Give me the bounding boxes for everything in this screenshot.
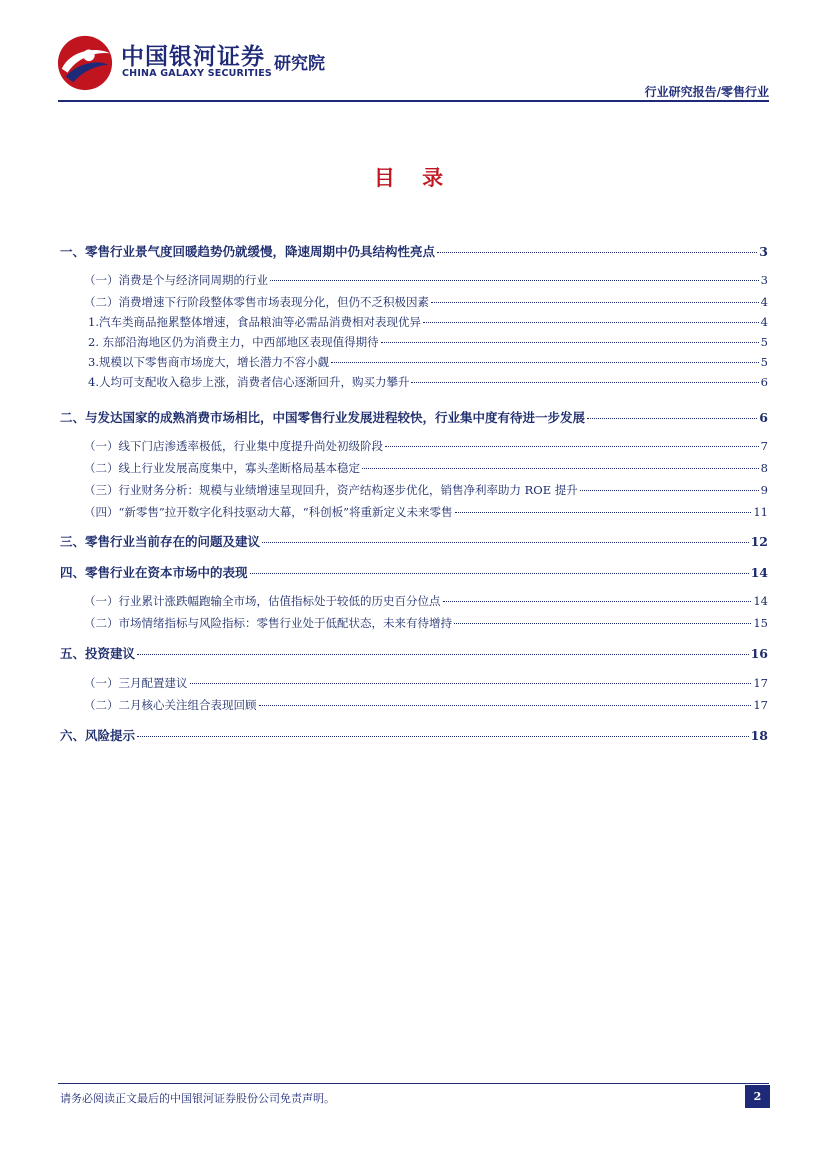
toc-entry-page: 4 [760,295,768,309]
toc-entry[interactable] [60,409,768,427]
toc-entry-text: （四）“新零售”拉开数字化科技驱动大幕，“科创板”将重新定义未来零售 [84,505,453,519]
toc-entry-text: （三）行业财务分析：规模与业绩增速呈现回升，资产结构逐步优化，销售净利率助力 ROE 提升 [84,483,578,497]
toc-dot-leader [362,468,759,469]
toc-entry-page: 14 [750,565,768,580]
toc-entry-text: （一）行业累计涨跌幅跑输全市场，估值指标处于较低的历史百分位点 [84,594,441,608]
toc-entry-page: 14 [753,594,768,608]
toc-entry-text: 3.规模以下零售商市场庞大，增长潜力不容小觑 [88,355,329,369]
toc-entry-page: 16 [750,646,768,661]
toc-entry-page: 18 [750,728,768,743]
toc-entry-page: 6 [760,375,768,389]
toc-dot-leader [270,280,759,281]
toc-entry-text: 一、零售行业景气度回暖趋势仍就缓慢，降速周期中仍具结构性亮点 [60,244,436,259]
toc-entry-text: 4.人均可支配收入稳步上涨，消费者信心逐渐回升，购买力攀升 [88,375,410,389]
toc-entry[interactable] [88,313,768,331]
toc-dot-leader [411,382,758,383]
toc-entry[interactable] [84,459,768,477]
toc-entry-text: （二）市场情绪指标与风险指标：零售行业处于低配状态，未来有待增持 [84,616,452,630]
toc-entry-page: 9 [760,483,768,497]
toc-entry-page: 5 [760,335,768,349]
toc-entry-text: （二）二月核心关注组合表现回顾 [84,698,257,712]
toc-dot-leader [385,446,759,447]
toc-entry[interactable] [60,645,768,663]
toc-entry[interactable] [84,271,768,289]
toc-entry-text: 六、风险提示 [60,728,136,743]
toc-entry-page: 8 [760,461,768,475]
toc-entry[interactable] [84,674,768,692]
toc-entry[interactable] [88,333,768,351]
toc-entry-page: 12 [750,534,768,549]
toc-entry-page: 15 [753,616,768,630]
footer-disclaimer: 请务必阅读正文最后的中国银河证券股份公司免责声明。 [60,1092,335,1105]
toc-dot-leader [250,573,749,574]
toc-dot-leader [443,601,752,602]
toc-entry-text: 四、零售行业在资本市场中的表现 [60,565,248,580]
toc-entry-text: （一）三月配置建议 [84,676,188,690]
toc-entry-text: （一）线下门店渗透率极低，行业集中度提升尚处初级阶段 [84,439,383,453]
toc-entry[interactable] [84,503,768,521]
toc-entry[interactable] [84,293,768,311]
footer-divider [58,1083,769,1084]
toc-entry-page: 11 [753,505,768,519]
institute-label: 研究院 [274,54,325,74]
toc-entry[interactable] [60,564,768,582]
toc-title: 目 录 [373,165,454,190]
report-type-label: 行业研究报告/零售行业 [644,85,769,99]
toc-dot-leader [587,418,757,419]
toc-entry-text: （一）消费是个与经济同周期的行业 [84,273,268,287]
toc-entry-page: 5 [760,355,768,369]
toc-dot-leader [381,342,759,343]
brand-name-cn: 中国银河证券 [121,44,265,70]
toc-dot-leader [580,490,759,491]
toc-dot-leader [423,322,759,323]
china-galaxy-logo-icon [56,34,114,92]
toc-entry-page: 7 [760,439,768,453]
toc-entry-page: 3 [759,244,768,259]
toc-entry-text: 1.汽车类商品拖累整体增速，食品粮油等必需品消费相对表现优异 [88,315,421,329]
toc-entry[interactable] [60,243,768,261]
toc-dot-leader [137,654,749,655]
toc-entry-page: 4 [760,315,768,329]
toc-entry[interactable] [60,727,768,745]
toc-dot-leader [454,623,751,624]
brand-name-en: CHINA GALAXY SECURITIES [122,68,272,79]
toc-dot-leader [190,683,752,684]
toc-entry[interactable] [60,533,768,551]
header-divider [58,100,769,102]
toc-dot-leader [137,736,749,737]
toc-entry-page: 17 [753,698,768,712]
toc-entry[interactable] [88,353,768,371]
toc-entry[interactable] [84,696,768,714]
toc-entry-page: 6 [759,410,768,425]
toc-dot-leader [259,705,752,706]
toc-entry-text: （二）消费增速下行阶段整体零售市场表现分化，但仍不乏积极因素 [84,295,429,309]
toc-dot-leader [455,512,752,513]
toc-entry[interactable] [88,373,768,391]
toc-entry-text: 2. 东部沿海地区仍为消费主力，中西部地区表现值得期待 [88,335,379,349]
toc-dot-leader [331,362,759,363]
toc-entry[interactable] [84,592,768,610]
toc-entry[interactable] [84,614,768,632]
toc-dot-leader [262,542,749,543]
toc-entry-text: 二、与发达国家的成熟消费市场相比，中国零售行业发展进程较快，行业集中度有待进一步发展 [60,410,586,425]
toc-entry-page: 3 [760,273,768,287]
toc-entry[interactable] [84,481,768,499]
toc-entry[interactable] [84,437,768,455]
toc-dot-leader [437,252,757,253]
toc-entry-text: （二）线上行业发展高度集中，寡头垄断格局基本稳定 [84,461,360,475]
toc-entry-page: 17 [753,676,768,690]
toc-entry-text: 五、投资建议 [60,646,136,661]
page-number-badge: 2 [745,1085,770,1108]
toc-dot-leader [431,302,759,303]
toc-entry-text: 三、零售行业当前存在的问题及建议 [60,534,261,549]
